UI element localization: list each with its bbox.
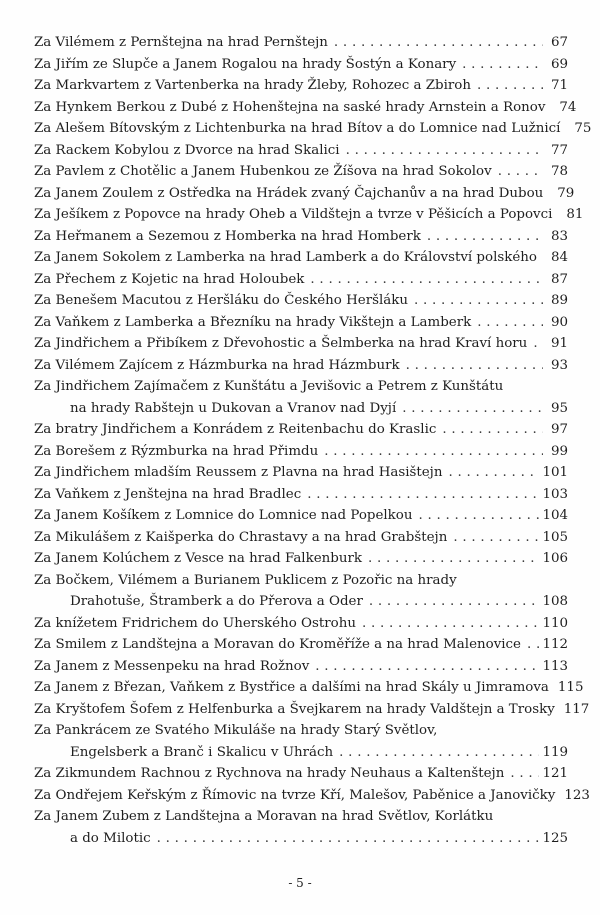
toc-entry [34, 787, 590, 810]
dot-leader [414, 293, 543, 308]
toc-entry [34, 121, 592, 143]
toc-entry [34, 164, 568, 186]
toc-entry-page: 84 [550, 250, 568, 265]
toc-entry [34, 508, 568, 530]
dot-leader [462, 57, 543, 72]
toc-entry-title: Za Janem Košíkem z Lomnice do Lomnice nad Popelkou [34, 508, 413, 523]
toc-entry-page: 75 [574, 121, 592, 136]
dot-leader [339, 745, 539, 760]
toc-entry-title: Za Ondřejem Keřským z Římovic na tvrze Kří, Malešov, Paběnice a Janovičky [34, 787, 556, 803]
toc-entry-page: 95 [550, 400, 568, 416]
toc-entry-title: Za Benešem Macutou z Heršláku do Českého Heršláku [34, 293, 408, 308]
toc-entry-page: 71 [550, 78, 568, 93]
toc-entry [34, 358, 568, 380]
toc-entry-title: Za Přechem z Kojetic na hrad Holoubek [34, 271, 305, 287]
toc-entry-title: na hrady Rabštejn u Dukovan a Vranov nad Dyjí [70, 400, 397, 416]
dot-leader [346, 143, 543, 158]
toc-entry [34, 336, 568, 358]
dot-leader [427, 229, 543, 244]
toc-entry-page: 119 [542, 744, 568, 760]
toc-entry [34, 229, 568, 251]
toc-entry-page: 74 [559, 99, 577, 115]
toc-entry-page: 125 [542, 830, 568, 846]
toc-entry [34, 379, 568, 401]
toc-entry [34, 185, 575, 208]
toc-entry-title: Za Janem z Messenpeku na hrad Rožnov [34, 658, 310, 674]
toc-entry-continuation [34, 401, 568, 423]
dot-leader [406, 358, 543, 373]
toc-entry [34, 250, 568, 272]
toc-entry [34, 551, 568, 573]
dot-leader [418, 508, 539, 523]
toc-entry-page: 89 [550, 293, 568, 308]
dot-leader [533, 336, 543, 351]
toc-entry-title: Za Mikulášem z Kaišperka do Chrastavy a na hrad Grabštejn [34, 529, 448, 545]
toc-entry-title: Za Alešem Bítovským z Lichtenburka na hrad Bítov a do Lomnice nad Lužnicí [34, 121, 561, 136]
toc-entry-title: Za Vaňkem z Lamberka a Březníku na hrady Vikštejn a Lamberk [34, 314, 472, 330]
toc-entry-title: Za Ješíkem z Popovce na hrady Oheb a Vildštejn a tvrze v Pěšicích a Popovci [34, 207, 553, 222]
toc-entry-title: Za Jiřím ze Slupče a Janem Rogalou na hrady Šostýn a Konary [34, 56, 457, 72]
toc-entry [34, 143, 568, 165]
toc-entry-page: 123 [564, 787, 590, 803]
toc-entry [34, 99, 577, 122]
toc-entry [34, 680, 584, 702]
dot-leader [315, 659, 539, 674]
toc-entry-title: Za Vaňkem z Jenštejna na hrad Bradlec [34, 486, 302, 502]
toc-entry-continuation [34, 594, 568, 616]
toc-entry-page: 121 [542, 766, 568, 781]
toc-entry [34, 659, 568, 681]
toc-entry [34, 315, 568, 337]
toc-entry [34, 616, 568, 638]
toc-entry-page: 79 [557, 185, 575, 201]
toc-entry-page: 108 [542, 594, 568, 609]
toc-entry-page: 78 [550, 164, 568, 179]
toc-entry-title: Za Jindřichem mladším Reussem z Plavna na hrad Hasištejn [34, 465, 443, 480]
toc-entry [34, 78, 568, 100]
toc-entry-page: 105 [542, 529, 568, 545]
toc-entry-continuation [34, 831, 568, 853]
toc-entry-page: 93 [550, 357, 568, 373]
toc-entry-page: 91 [550, 336, 568, 351]
toc-entry-title: Engelsberk a Branč i Skalicu v Uhrách [70, 744, 334, 760]
toc-entry-title: Za Kryštofem Šofem z Helfenburka a Švejkarem na hrady Valdštejn a Trosky [34, 701, 555, 717]
toc-entry-title: Za knížetem Fridrichem do Uherského Ostrohu [34, 615, 356, 631]
toc-entry-page: 67 [550, 35, 568, 50]
toc-entry-title: Za Hynkem Berkou z Dubé z Hohenštejna na saské hrady Arnstein a Ronov [34, 99, 546, 115]
dot-leader [334, 35, 543, 50]
toc-entry-title: Za Janem Kolúchem z Vesce na hrad Falkenburk [34, 551, 362, 566]
toc-entry [34, 293, 568, 315]
dot-leader [368, 551, 539, 566]
toc-entry-continuation [34, 745, 568, 767]
toc-entry-page: 103 [542, 486, 568, 502]
toc-entry [34, 487, 568, 509]
dot-leader [369, 594, 540, 609]
dot-leader [157, 831, 540, 846]
toc-entry-page: 83 [550, 228, 568, 244]
dot-leader [477, 315, 543, 330]
toc-entry-page: 87 [550, 271, 568, 287]
page-number: - 5 - [288, 876, 312, 890]
toc-entry-page: 90 [550, 314, 568, 330]
toc-entry [34, 637, 568, 659]
dot-leader [307, 487, 539, 502]
toc-entry-page: 110 [542, 615, 568, 631]
toc-entry [34, 723, 568, 745]
toc-entry-page: 69 [550, 56, 568, 72]
toc-entry-title: Za Janem z Březan, Vaňkem z Bystřice a dalšími na hrad Skály u Jimramova [34, 680, 549, 695]
toc-entry-title: Drahotuše, Štramberk a do Přerova a Oder [70, 594, 363, 609]
dot-leader [324, 444, 543, 459]
toc-entry [34, 573, 568, 595]
toc-entry-title: Za Janem Zubem z Landštejna a Moravan na hrad Světlov, Korlátku [34, 809, 494, 824]
toc-entry-page: 81 [566, 207, 584, 222]
toc-entry [34, 465, 568, 487]
toc-entry-title: Za Jindřichem Zajímačem z Kunštátu a Jevišovic a Petrem z Kunštátu [34, 379, 504, 394]
toc-entry-page: 101 [542, 465, 568, 480]
dot-leader [527, 637, 539, 652]
dot-leader [448, 465, 539, 480]
toc-entry [34, 809, 568, 831]
toc-entry-page: 97 [550, 422, 568, 437]
toc-entry [34, 207, 584, 229]
toc-entry [34, 422, 568, 444]
toc-entry-title: Za Janem Zoulem z Ostředka na Hrádek zvaný Čajchanův a na hrad Dubou [34, 185, 544, 201]
toc-entry-title: Za bratry Jindřichem a Konrádem z Reitenbachu do Kraslic [34, 422, 437, 437]
toc-entry-title: Za Borešem z Rýzmburka na hrad Přimdu [34, 443, 319, 459]
toc-entry-title: Za Zikmundem Rachnou z Rychnova na hrady Neuhaus a Kaltenštejn [34, 766, 505, 781]
toc-entry-title: Za Vilémem Zajícem z Házmburka na hrad Házmburk [34, 357, 400, 373]
dot-leader [362, 616, 539, 631]
toc-entry-page: 106 [542, 551, 568, 566]
toc-entry [34, 530, 568, 552]
toc-entry [34, 35, 568, 57]
toc-entry [34, 57, 568, 79]
toc-entry-page: 104 [542, 508, 568, 523]
toc-entry-title: Za Smilem z Landštejna a Moravan do Kroměříže a na hrad Malenovice [34, 637, 521, 652]
toc-entry-title: Za Vilémem z Pernštejna na hrad Pernštejn [34, 35, 328, 50]
toc-entry-page: 77 [550, 142, 568, 158]
toc-entry [34, 766, 568, 788]
toc-entry-page: 112 [542, 637, 568, 652]
toc-entry [34, 701, 590, 724]
toc-entry-page: 115 [557, 680, 584, 695]
toc-entry [34, 272, 568, 294]
toc-entry-title: a do Milotic [70, 830, 151, 846]
toc-entry-title: Za Janem Sokolem z Lamberka na hrad Lamberk a do Království polského [34, 250, 537, 265]
toc-entry-title: Za Markvartem z Vartenberka na hrady Žleby, Rohozec a Zbiroh [34, 78, 471, 93]
toc-entry-title: Za Bočkem, Vilémem a Burianem Puklicem z Pozořic na hrady [34, 572, 457, 588]
dot-leader [477, 78, 543, 93]
dot-leader [402, 401, 543, 416]
table-of-contents [34, 35, 592, 852]
dot-leader [453, 530, 539, 545]
toc-entry-page: 113 [542, 658, 568, 674]
toc-entry-title: Za Jindřichem a Přibíkem z Dřevohostic a Šelmberka na hrad Kraví horu [34, 336, 528, 351]
toc-entry-title: Za Heřmanem a Sezemou z Homberka na hrad Homberk [34, 228, 421, 244]
toc-entry [34, 444, 568, 466]
toc-entry-title: Za Rackem Kobylou z Dvorce na hrad Skalici [34, 142, 340, 158]
toc-entry-title: Za Pavlem z Chotělic a Janem Hubenkou ze Žíšova na hrad Sokolov [34, 164, 492, 179]
toc-entry-title: Za Pankrácem ze Svatého Mikuláše na hrady Starý Světlov, [34, 723, 438, 738]
dot-leader [510, 766, 539, 781]
toc-entry-page: 99 [550, 443, 568, 459]
dot-leader [310, 272, 543, 287]
dot-leader [442, 422, 543, 437]
dot-leader [498, 164, 543, 179]
toc-entry-page: 117 [563, 701, 590, 717]
